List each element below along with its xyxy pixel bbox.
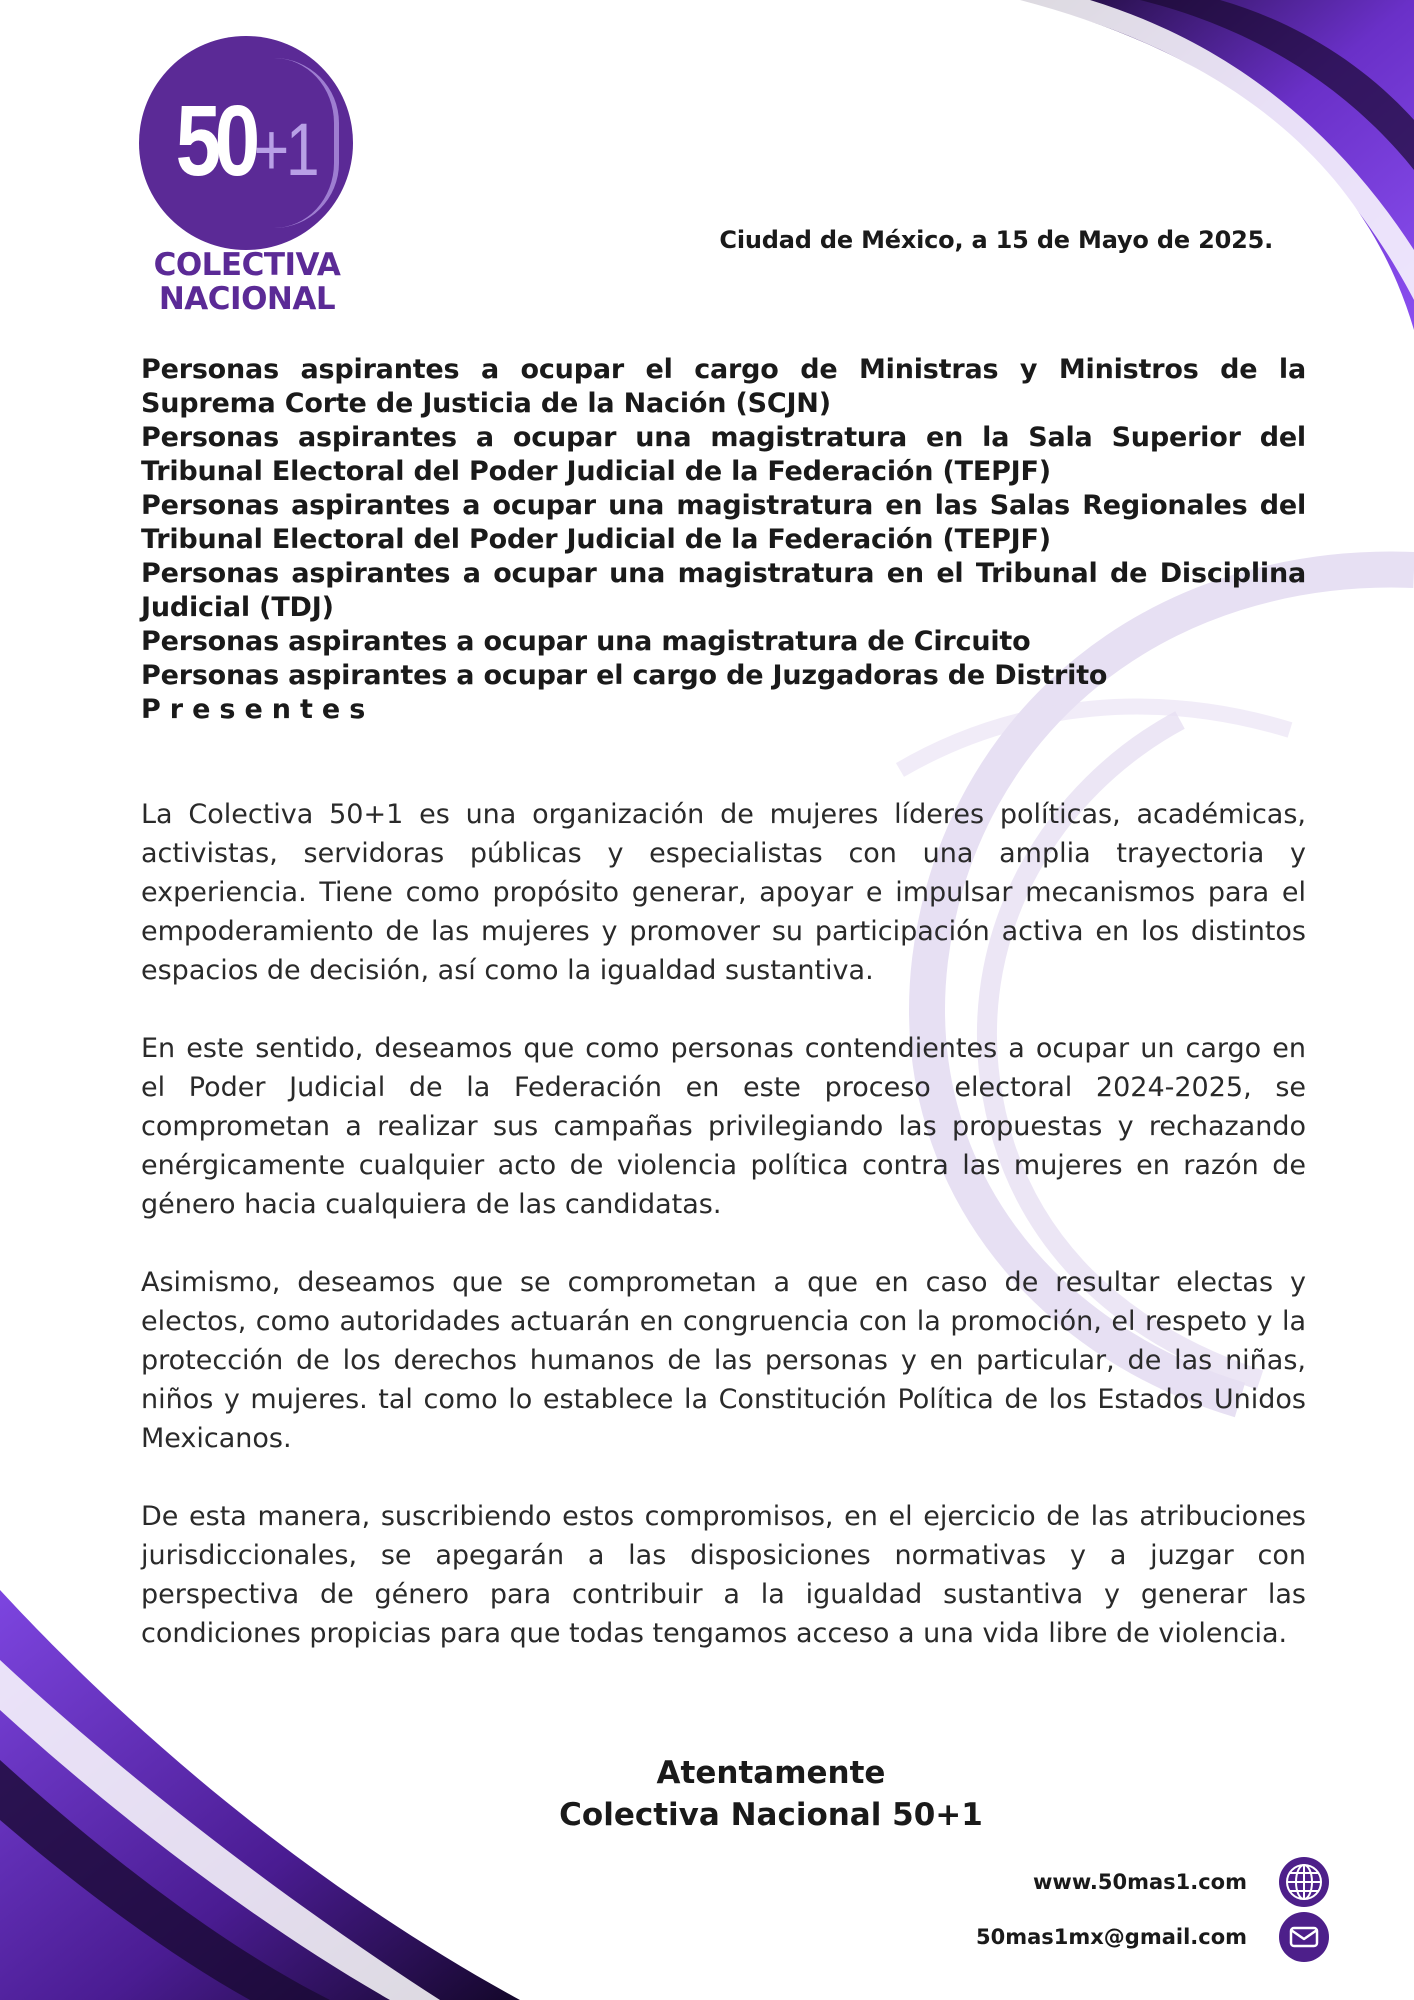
top-right-swoosh [1020,0,1414,330]
closing-signature: Colectiva Nacional 50+1 [559,1797,983,1833]
body-paragraph: Asimismo, deseamos que se comprometan a que en caso de resultar electas y electos, como autoridades actuarán en congruencia con la promoción, el respeto y la protección de los derechos humanos de las personas y en particular, de las niñas, niños y mujeres. tal como lo establece la Constitución Política de los Estados Unidos Mexicanos. [141,1267,1306,1454]
addressee-item: Personas aspirantes a ocupar el cargo de Juzgadoras de Distrito [141,660,1108,691]
closing-salutation: Atentamente [656,1755,886,1791]
envelope-icon [1279,1912,1329,1962]
addressee-list [141,353,1306,727]
email-contact [869,1912,1329,1962]
logo-text [129,248,365,316]
logo-badge [139,36,353,250]
addressee-item: Personas aspirantes a ocupar una magistratura en la Sala Superior del Tribunal Electoral del Poder Judicial de la Federación (TEPJF) [141,422,1306,487]
logo [137,36,357,326]
presentes-line: Presentes [141,694,375,725]
addressee-item: Personas aspirantes a ocupar una magistratura de Circuito [141,626,1031,657]
addressee-item: Personas aspirantes a ocupar una magistratura en las Salas Regionales del Tribunal Electoral del Poder Judicial de la Federación (TEPJF) [141,490,1306,555]
body-paragraph: La Colectiva 50+1 es una organización de mujeres líderes políticas, académicas, activistas, servidoras públicas y especialistas con una amplia trayectoria y experiencia. Tiene como propósito generar, apoyar e impulsar mecanismos para el empoderamiento de las mujeres y promover su participación activa en los distintos espacios de decisión, así como la igualdad sustantiva. [141,799,1306,986]
website-link[interactable]: www.50mas1.com [1033,1870,1247,1894]
logo-plus: +1 [253,108,317,191]
closing-block [441,1752,1101,1836]
letter-body [141,795,1306,1692]
body-paragraph: En este sentido, deseamos que como personas contendientes a ocupar un cargo en el Poder Judicial de la Federación en este proceso electoral 2024-2025, se comprometan a realizar sus campañas privilegiando las propuestas y rechazando enérgicamente cualquier acto de violencia política contra las mujeres en razón de género hacia cualquiera de las candidatas. [141,1033,1306,1220]
website-contact [869,1857,1329,1907]
logo-number: 50+1 [175,85,317,197]
addressee-item: Personas aspirantes a ocupar el cargo de Ministras y Ministros de la Suprema Corte de Justicia de la Nación (SCJN) [141,354,1306,419]
logo-line-2: NACIONAL [158,281,336,317]
addressee-item: Personas aspirantes a ocupar una magistratura en el Tribunal de Disciplina Judicial (TDJ) [141,558,1306,623]
globe-icon [1279,1857,1329,1907]
email-link[interactable]: 50mas1mx@gmail.com [975,1925,1247,1949]
logo-line-1: COLECTIVA [153,247,341,283]
body-paragraph: De esta manera, suscribiendo estos compromisos, en el ejercicio de las atribuciones jurisdiccionales, se apegarán a las disposiciones normativas y a juzgar con perspectiva de género para contribuir a la igualdad sustantiva y generar las condiciones propicias para que todas tengamos acceso a una vida libre de violencia. [141,1501,1306,1649]
date-line: Ciudad de México, a 15 de Mayo de 2025. [719,226,1273,254]
